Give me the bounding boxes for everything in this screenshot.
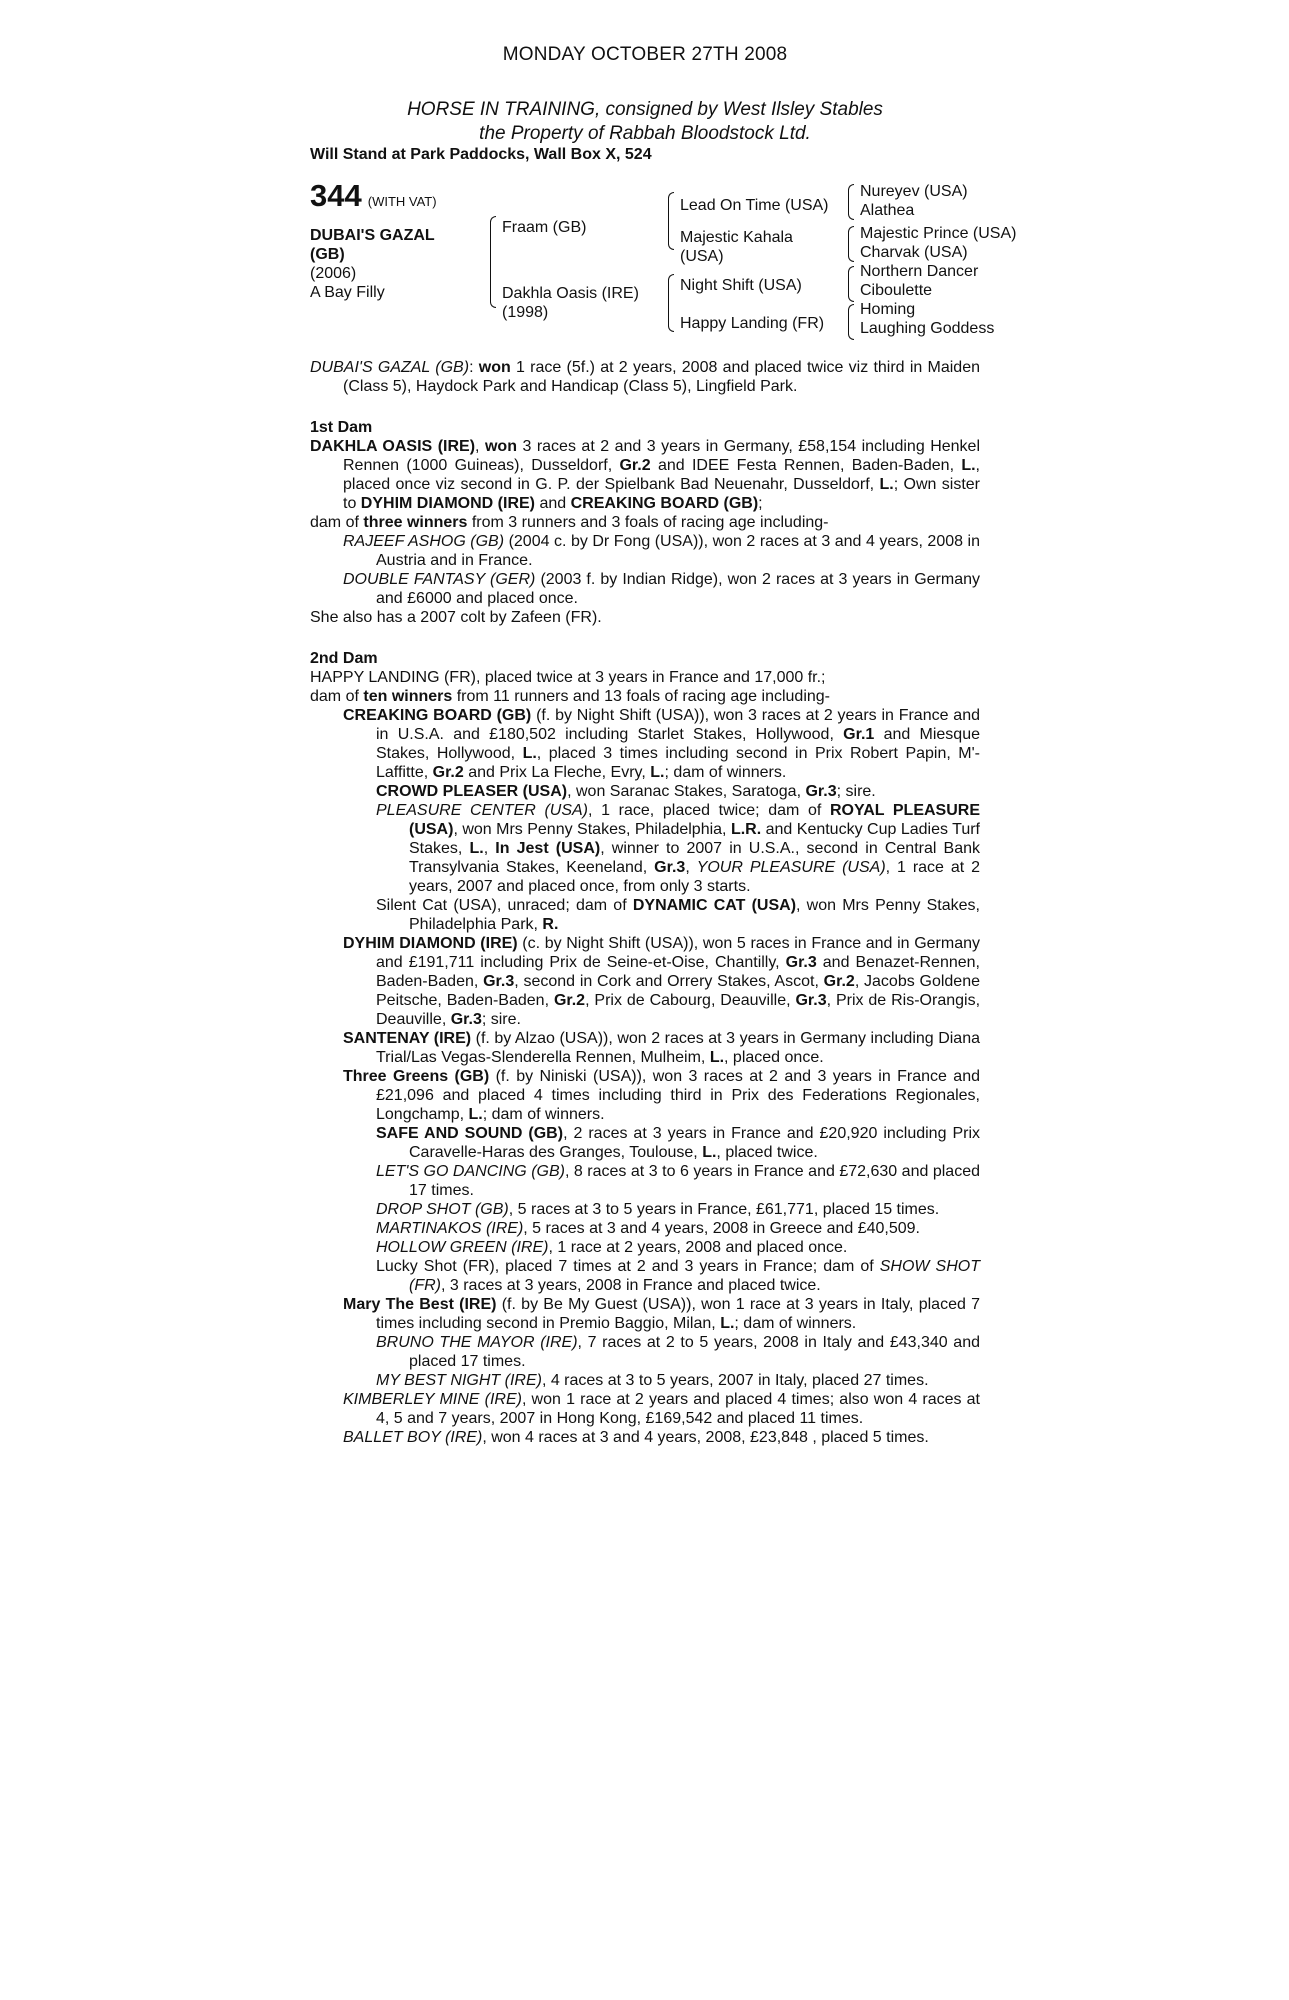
gen3-sss: Nureyev (USA) (860, 183, 968, 200)
pc-t6: , (685, 859, 690, 876)
mn-name: MY BEST NIGHT (IRE) (376, 1372, 542, 1389)
dam1-damof-c: from 3 runners and 3 foals of racing age including- (471, 514, 829, 531)
entry-ballet-boy (310, 1428, 980, 1447)
dd-t1: (c. by Night Shift (USA)), won 5 races in France and in Germany and £191,711 including Prix de Seine-et-Oise, Chantilly, (376, 935, 980, 971)
pc-t7: , 1 race at 2 years, 2007 and placed once, from only 3 starts. (409, 859, 980, 895)
second-dam-record: HAPPY LANDING (FR), placed twice at 3 years in France and 17,000 fr.; (310, 669, 826, 686)
tg-t1: (f. by Niniski (USA)), won 3 races at 2 and 3 years in France and £21,096 and placed 4 times including third in Prix des Federations Regionales, Longchamp, (376, 1068, 980, 1123)
sire-parents-bracket (668, 192, 674, 250)
entry-bruno-the-mayor (310, 1333, 980, 1371)
dam1-t3: , placed once viz second in G. P. der Spielbank Bad Neuenahr, Dusseldorf, (343, 457, 980, 493)
pc-name: PLEASURE CENTER (USA) (376, 802, 588, 819)
pc-gr3: Gr.3 (654, 859, 686, 876)
gen3-bracket-3 (848, 266, 854, 302)
gen3-bracket-1 (848, 184, 854, 220)
dd-g6: Gr.3 (450, 1011, 482, 1028)
horse-name-suffix: (GB) (310, 246, 345, 263)
entry-silent-cat (310, 896, 980, 934)
entry-mary-the-best (310, 1295, 980, 1333)
ls-t2: , 3 races at 3 years, 2008 in France and placed twice. (440, 1277, 821, 1294)
sire-dam: Majestic Kahala (680, 229, 793, 246)
cp-t1: , won Saranac Stakes, Saratoga, (567, 783, 802, 800)
ss-t2: , placed twice. (716, 1144, 818, 1161)
cb-l1: L. (522, 745, 537, 762)
pc-t5: , winner to 2007 in U.S.A., second in Central Bank Transylvania Stakes, Keeneland, (409, 840, 980, 876)
first-dam-record: DAKHLA OASIS (IRE), won 3 races at 2 and 3 years in Germany, £58,154 including Henkel Rennen (1000 Guineas), Dusseldorf, Gr.2 and IDEE Festa Rennen, Baden-Baden, L., placed once viz second in G. P. der Spielbank Bad Neuenahr, Dusseldorf, L.; Own sister to DYHIM DIAMOND (IRE) and CREAKING BOARD (GB); (310, 438, 981, 512)
dam1-l1: L. (961, 457, 976, 474)
stand-location: Will Stand at Park Paddocks, Wall Box X, 524 (310, 146, 652, 163)
o1-name: RAJEEF ASHOG (GB) (343, 533, 505, 550)
pc-l: L. (469, 840, 484, 857)
lot-number: 344 (310, 178, 362, 213)
dam1-t2: and IDEE Festa Rennen, Baden-Baden, (657, 457, 955, 474)
entry-dyhim-diamond (310, 934, 980, 1029)
dam1-name: DAKHLA OASIS (IRE) (310, 438, 476, 455)
mn-t1: , 4 races at 3 to 5 years, 2007 in Italy, placed 27 times. (541, 1372, 929, 1389)
mb-name: Mary The Best (IRE) (343, 1296, 497, 1313)
entry-lucky-shot (310, 1257, 980, 1295)
entry-santenay (310, 1029, 980, 1067)
cb-l2: L. (650, 764, 665, 781)
horse-description: A Bay Filly (310, 284, 385, 301)
gen3-sdd: Charvak (USA) (860, 244, 968, 261)
entry-creaking-board (310, 706, 980, 782)
cb-t1: (f. by Night Shift (USA)), won 3 races at 2 years in France and in U.S.A. and £180,502 including Starlet Stakes, Hollywood, (376, 707, 981, 743)
catalogue-body (310, 358, 980, 1447)
sc-t1: Silent Cat (USA), unraced; dam of (376, 897, 627, 914)
ls-t1: Lucky Shot (FR), placed 7 times at 2 and 3 years in France; dam of (376, 1258, 874, 1275)
mb-t1: (f. by Be My Guest (USA)), won 1 race at 3 years in Italy, placed 7 times including second in Premio Baggio, Milan, (376, 1296, 980, 1332)
pc-yp: YOUR PLEASURE (USA) (696, 859, 886, 876)
o1-text: (2004 c. by Dr Fong (USA)), won 2 races at 3 and 4 years, 2008 in Austria and in France. (376, 533, 980, 569)
sa-t1: (f. by Alzao (USA)), won 2 races at 3 years in Germany including Diana Trial/Las Vegas-Slenderella Rennen, Mulheim, (376, 1030, 980, 1066)
gen3-dds: Homing (860, 301, 916, 318)
gen3-bracket-4 (848, 304, 854, 340)
dd-t5: , Prix de Cabourg, Deauville, (585, 992, 791, 1009)
hg-name: HOLLOW GREEN (IRE) (376, 1239, 549, 1256)
dam1-won: won (484, 438, 517, 455)
cb-t4: and Prix La Fleche, Evry, (468, 764, 646, 781)
mk-t1: , 5 races at 3 and 4 years, 2008 in Greece and £40,509. (523, 1220, 920, 1237)
cp-t2: ; sire. (836, 783, 876, 800)
entry-hollow-green (310, 1238, 980, 1257)
sire-dam-suffix: (USA) (680, 248, 724, 265)
cb-gr1: Gr.1 (843, 726, 875, 743)
dam1-t5: and (539, 495, 567, 512)
cb-gr2: Gr.2 (432, 764, 464, 781)
dd-t4: , Jacobs Goldene Peitsche, Baden-Baden, (376, 973, 980, 1009)
gen3-bracket-2 (848, 226, 854, 262)
gen3-sds: Majestic Prince (USA) (860, 225, 1017, 242)
entry-three-greens (310, 1067, 980, 1124)
consignment-info (310, 98, 980, 146)
dam1-offspring-2 (310, 570, 980, 608)
lot-number-line (310, 178, 437, 213)
ls-name: SHOW SHOT (FR) (409, 1258, 980, 1294)
dam2-produce-summary (310, 687, 980, 706)
dam1-t1: 3 races at 2 and 3 years in Germany, £58,154 including Henkel Rennen (1000 Guineas), Dusseldorf, (343, 438, 981, 474)
pc-ij: In Jest (USA) (495, 840, 601, 857)
dd-name: DYHIM DIAMOND (IRE) (343, 935, 518, 952)
entry-martinakos (310, 1219, 980, 1238)
cb-t2: and Miesque Stakes, Hollywood, (376, 726, 981, 762)
dd-g4: Gr.2 (553, 992, 586, 1009)
foaling-year: (2006) (310, 265, 357, 282)
sa-t2: , placed once. (724, 1049, 824, 1066)
property-line: the Property of Rabbah Bloodstock Ltd. (479, 123, 811, 144)
sire-sire: Lead On Time (USA) (680, 197, 829, 214)
dd-g3: Gr.2 (823, 973, 855, 990)
vat-note: (WITH VAT) (367, 194, 437, 209)
mb-l: L. (720, 1315, 735, 1332)
first-dam-heading: 1st Dam (310, 419, 373, 436)
sa-l: L. (709, 1049, 725, 1066)
dam-name: Dakhla Oasis (IRE) (502, 285, 639, 302)
sc-t2: , won Mrs Penny Stakes, Philadelphia Park, (409, 897, 980, 933)
dam2-damof-a: dam of (310, 688, 359, 705)
intro-won: won (478, 359, 511, 376)
dam-sire: Night Shift (USA) (680, 277, 802, 294)
cb-t3: , placed 3 times including second in Prix Robert Papin, M'-Laffitte, (376, 745, 981, 781)
intro-horse-name: DUBAI'S GAZAL (GB) (310, 359, 470, 376)
parents-bracket (490, 216, 496, 308)
dd-g1: Gr.3 (785, 954, 817, 971)
pc-rp: ROYAL PLEASURE (USA) (409, 802, 980, 838)
dam1-offspring-1 (310, 532, 980, 570)
second-dam-heading: 2nd Dam (310, 650, 378, 667)
pc-t4: , (483, 840, 489, 857)
entry-lets-go-dancing (310, 1162, 980, 1200)
mk-name: MARTINAKOS (IRE) (376, 1220, 524, 1237)
pc-t1: , 1 race, placed twice; dam of (588, 802, 822, 819)
entry-my-best-night (310, 1371, 980, 1390)
dam1-produce-summary (310, 513, 980, 532)
bb-t1: , won 4 races at 3 and 4 years, 2008, £23,848 , placed 5 times. (482, 1429, 929, 1446)
intro-text: 1 race (5f.) at 2 years, 2008 and placed twice viz third in Maiden (Class 5), Haydock Park and Handicap (Class 5), Lingfield Park. (343, 359, 980, 395)
gen3-ddd: Laughing Goddess (860, 320, 995, 337)
dam1-t4: ; Own sister to (343, 476, 980, 512)
lg-t1: , 8 races at 3 to 6 years in France and £72,630 and placed 17 times. (409, 1163, 980, 1199)
ds-t1: , 5 races at 3 to 5 years in France, £61,771, placed 15 times. (508, 1201, 940, 1218)
cp-name: CROWD PLEASER (USA) (376, 783, 568, 800)
dd-g2: Gr.3 (483, 973, 515, 990)
consignor-line: HORSE IN TRAINING, consigned by West Ilsley Stables (407, 99, 883, 120)
dam1-l2: L. (879, 476, 894, 493)
dam2-damof-b: ten winners (363, 688, 453, 705)
dd-t2: and Benazet-Rennen, Baden-Baden, (376, 954, 980, 990)
ss-l: L. (702, 1144, 717, 1161)
gen3-dsd: Ciboulette (860, 282, 933, 299)
dam1-sib2: CREAKING BOARD (GB) (570, 495, 759, 512)
ss-t1: , 2 races at 3 years in France and £20,920 including Prix Caravelle-Haras des Granges, Toulouse, (409, 1125, 981, 1161)
dd-g5: Gr.3 (795, 992, 827, 1009)
tg-t2: ; dam of winners. (482, 1106, 605, 1123)
dam1-sib1: DYHIM DIAMOND (IRE) (360, 495, 536, 512)
lg-name: LET'S GO DANCING (GB) (376, 1163, 565, 1180)
dam-year: (1998) (502, 304, 549, 321)
bb-name: BALLET BOY (IRE) (343, 1429, 483, 1446)
sc-dc: DYNAMIC CAT (USA) (632, 897, 797, 914)
tg-name: Three Greens (GB) (343, 1068, 490, 1085)
entry-crowd-pleaser (310, 782, 980, 801)
dd-t3: , second in Cork and Orrery Stakes, Ascot, (514, 973, 819, 990)
pedigree-table (310, 178, 1017, 346)
sale-date: MONDAY OCTOBER 27TH 2008 (502, 44, 788, 65)
dam-dam: Happy Landing (FR) (680, 315, 825, 332)
sa-name: SANTENAY (IRE) (343, 1030, 472, 1047)
km-name: KIMBERLEY MINE (IRE) (343, 1391, 522, 1408)
cp-gr3: Gr.3 (805, 783, 837, 800)
lot-performance: DUBAI'S GAZAL (GB): won 1 race (5f.) at 2 years, 2008 and placed twice viz third in Maiden (Class 5), Haydock Park and Handicap (Class 5), Lingfield Park. (310, 359, 980, 395)
entry-safe-and-sound (310, 1124, 980, 1162)
dam1-also: She also has a 2007 colt by Zafeen (FR). (310, 609, 602, 626)
entry-pleasure-center (310, 801, 980, 896)
o2-name: DOUBLE FANTASY (GER) (343, 571, 536, 588)
sc-r: R. (542, 916, 559, 933)
entry-kimberley-mine (310, 1390, 980, 1428)
dd-t7: ; sire. (481, 1011, 521, 1028)
mb-t2: ; dam of winners. (734, 1315, 857, 1332)
dam1-t6: ; (758, 495, 763, 512)
pc-lr: L.R. (730, 821, 762, 838)
ss-name: SAFE AND SOUND (GB) (376, 1125, 564, 1142)
dd-t6: , Prix de Ris-Orangis, Deauville, (376, 992, 981, 1028)
bm-name: BRUNO THE MAYOR (IRE) (376, 1334, 578, 1351)
dam2-damof-c: from 11 runners and 13 foals of racing age including- (456, 688, 830, 705)
tg-l: L. (468, 1106, 483, 1123)
entry-drop-shot (310, 1200, 980, 1219)
o2-text: (2003 f. by Indian Ridge), won 2 races at 3 years in Germany and £6000 and placed once. (376, 571, 981, 607)
dam1-damof-b: three winners (363, 514, 468, 531)
pc-t2: , won Mrs Penny Stakes, Philadelphia, (453, 821, 727, 838)
dam1-damof-a: dam of (310, 514, 359, 531)
dam-parents-bracket (668, 274, 674, 332)
pc-t3: and Kentucky Cup Ladies Turf Stakes, (409, 821, 980, 857)
hg-t1: , 1 race at 2 years, 2008 and placed once. (548, 1239, 848, 1256)
cb-name: CREAKING BOARD (GB) (343, 707, 532, 724)
bm-t1: , 7 races at 2 to 5 years, 2008 in Italy and £43,340 and placed 17 times. (409, 1334, 980, 1370)
cb-t5: ; dam of winners. (664, 764, 787, 781)
ds-name: DROP SHOT (GB) (376, 1201, 509, 1218)
km-t1: , won 1 race at 2 years and placed 4 times; also won 4 races at 4, 5 and 7 years, 2007 in Hong Kong, £169,542 and placed 11 times. (376, 1391, 981, 1427)
sire-name: Fraam (GB) (502, 219, 587, 236)
horse-name: DUBAI'S GAZAL (310, 227, 435, 244)
gen3-ssd: Alathea (860, 202, 915, 219)
gen3-dss: Northern Dancer (860, 263, 979, 280)
dam1-gr2: Gr.2 (619, 457, 651, 474)
